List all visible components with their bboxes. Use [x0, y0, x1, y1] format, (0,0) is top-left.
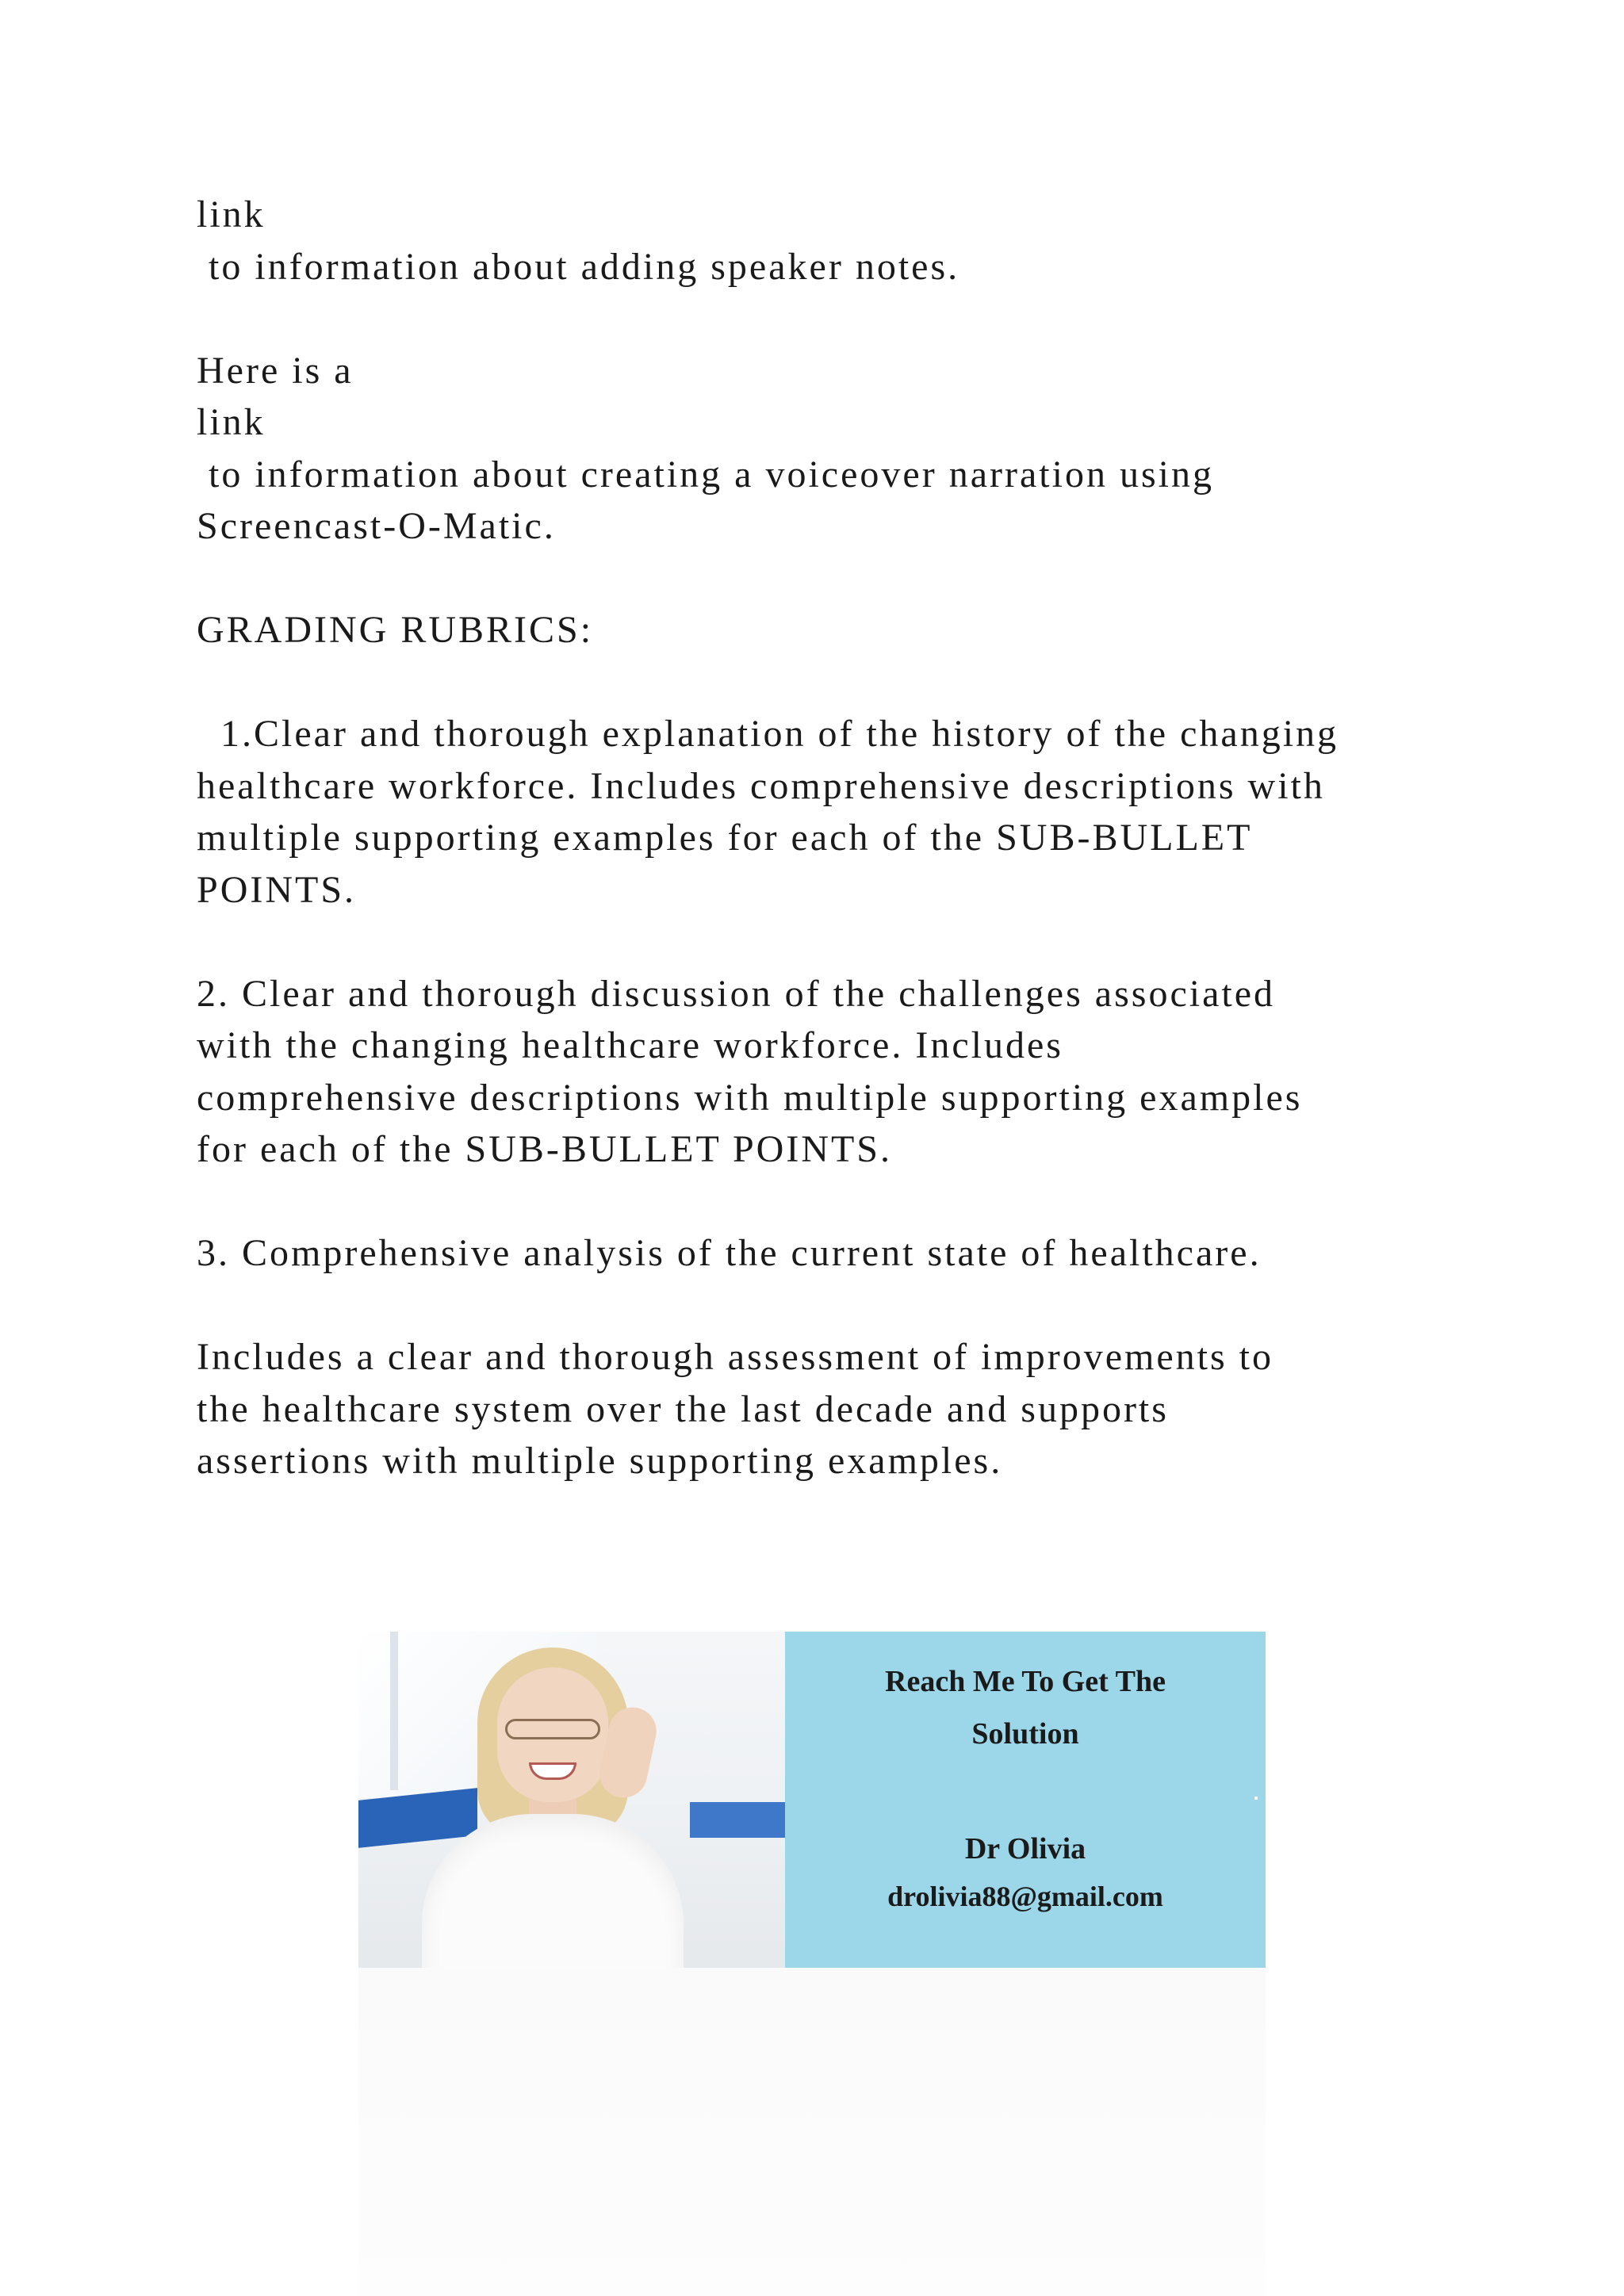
body-text-line: to information about adding speaker notes. [197, 245, 960, 288]
smiling-woman-photo [358, 1632, 785, 1968]
headline-line-1: Reach Me To Get The [885, 1665, 1166, 1698]
link-text[interactable]: link [197, 193, 266, 235]
paragraph-spacer [197, 1176, 1465, 1228]
banner-headline [785, 1655, 1266, 1760]
section-heading: GRADING RUBRICS: [197, 609, 594, 651]
body-text-line: Screencast-O-Matic. [197, 505, 556, 547]
rubric-item-3-detail: the healthcare system over the last decade and supports [197, 1387, 1169, 1430]
paragraph-spacer [197, 1280, 1465, 1332]
rubric-item-2: with the changing healthcare workforce. Includes [197, 1024, 1063, 1066]
paragraph-spacer [197, 916, 1465, 968]
headline-line-2: Solution [971, 1717, 1079, 1751]
rubric-item-1: multiple supporting examples for each of the SUB-BULLET [197, 817, 1253, 859]
body-text-line: Here is a [197, 349, 354, 392]
blue-desk [690, 1802, 785, 1838]
rubric-item-1: healthcare workforce. Includes comprehensive descriptions with [197, 764, 1325, 807]
glasses-icon [505, 1719, 600, 1739]
contact-banner [358, 1632, 1266, 1968]
rubric-item-2: for each of the SUB-BULLET POINTS. [197, 1128, 892, 1170]
contact-info-panel [785, 1632, 1266, 1968]
window-frame [390, 1632, 398, 1790]
rubric-item-1: POINTS. [197, 868, 357, 911]
sparkle-dot [1254, 1797, 1258, 1800]
link-text[interactable]: link [197, 401, 266, 443]
paragraph-spacer [197, 553, 1465, 605]
rubric-item-2: 2. Clear and thorough discussion of the challenges associated [197, 972, 1276, 1015]
rubric-item-1: 1.Clear and thorough explanation of the history of the changing [197, 713, 1339, 755]
document-body [197, 189, 1465, 1487]
rubric-item-2: comprehensive descriptions with multiple supporting examples [197, 1076, 1303, 1119]
body-text-line: to information about creating a voiceover narration using [197, 453, 1214, 496]
paragraph-spacer [197, 293, 1465, 345]
contact-name: Dr Olivia [964, 1832, 1086, 1866]
contact-email[interactable]: drolivia88@gmail.com [887, 1881, 1163, 1912]
rubric-item-3-detail: Includes a clear and thorough assessment of improvements to [197, 1336, 1274, 1378]
paragraph-spacer [197, 656, 1465, 709]
lower-blank-area [358, 1968, 1266, 2296]
rubric-item-3: 3. Comprehensive analysis of the current state of healthcare. [197, 1232, 1262, 1274]
rubric-item-3-detail: assertions with multiple supporting examples. [197, 1440, 1003, 1482]
